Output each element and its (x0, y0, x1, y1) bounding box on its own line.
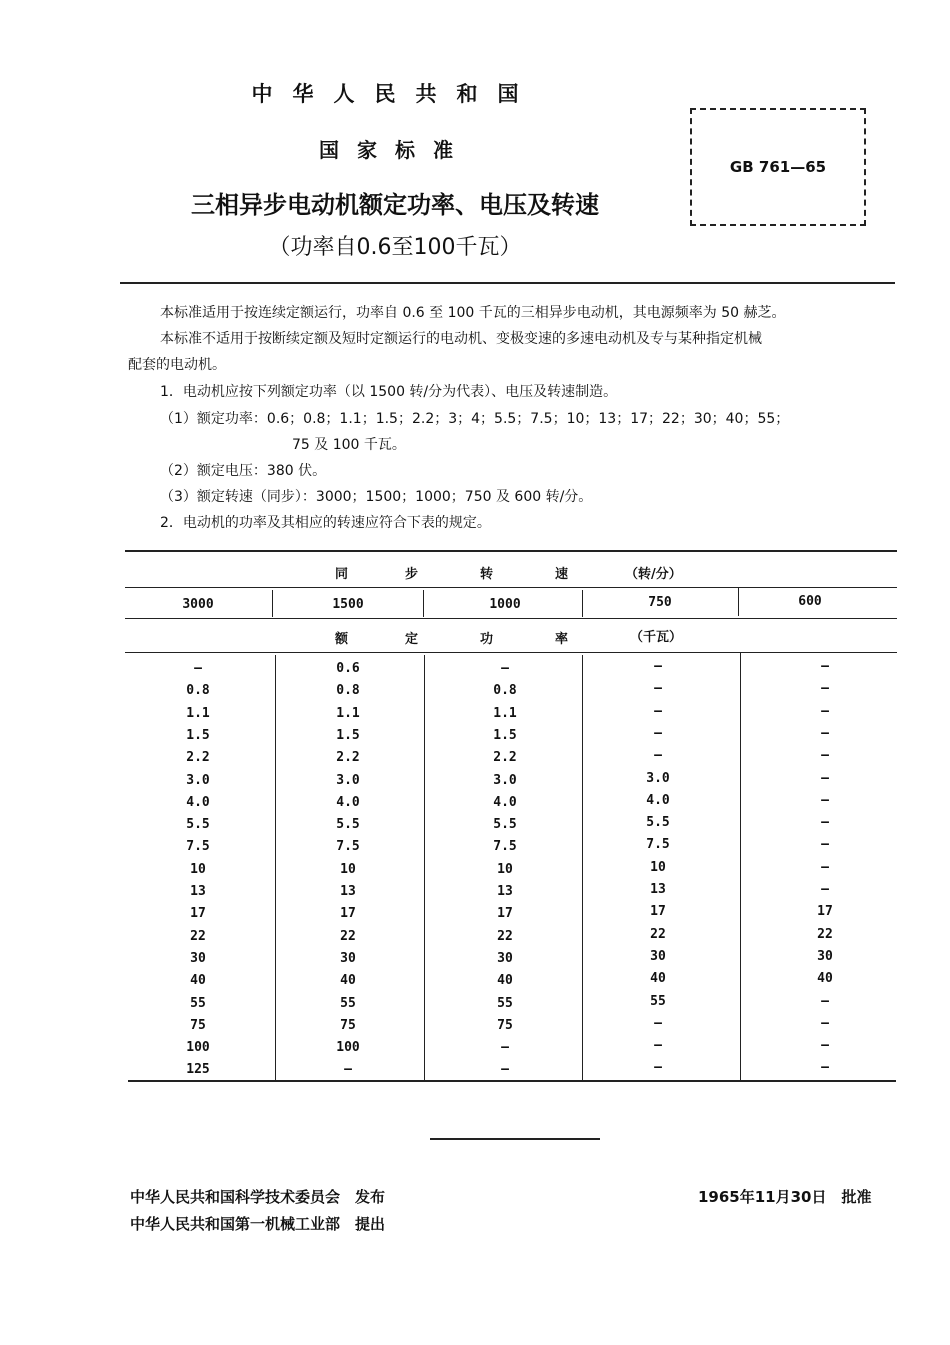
table-cell: 2.2 (186, 750, 210, 766)
table-cell: — (821, 792, 829, 808)
standard-code: GB 761—65 (729, 158, 827, 176)
table-cell: 30 (817, 948, 833, 964)
table-cell: 5.5 (646, 815, 670, 831)
table-cell: 1.5 (493, 727, 517, 743)
table-cell: 10 (190, 861, 206, 877)
table-cell: 22 (497, 928, 513, 944)
table-cell: 55 (497, 995, 513, 1011)
table-cell: 40 (340, 973, 356, 989)
table-cell: — (821, 882, 829, 897)
table-cell: 55 (650, 993, 666, 1009)
column-header-750: 750 (648, 595, 672, 610)
column-divider (738, 588, 739, 616)
power-header-char: 定 (405, 632, 419, 647)
table-cell: 17 (190, 906, 206, 922)
table-cell: 30 (650, 948, 666, 964)
table-cell: 5.5 (493, 817, 517, 833)
speed-header-char: 步 (405, 567, 419, 582)
table-cell: 3.0 (646, 770, 670, 786)
column-divider (740, 653, 741, 1082)
country-name: 中华人民共和国 (251, 82, 539, 106)
table-cell: — (821, 703, 829, 719)
table-cell: — (194, 661, 202, 676)
table-cell: — (654, 703, 662, 719)
exclusion-paragraph-line1: 本标准不适用于按断续定额及短时定额运行的电动机、变极变速的多速电动机及专与某种指定机械 (160, 331, 762, 347)
table-cell: — (821, 859, 829, 875)
table-bottom-rule (128, 1080, 896, 1082)
power-header-char: 功 (480, 632, 494, 647)
clause-2: 2．电动机的功率及其相应的转速应符合下表的规定。 (160, 515, 491, 531)
table-cell: 75 (190, 1017, 206, 1033)
column-divider (582, 590, 583, 617)
table-cell: — (501, 661, 509, 676)
table-cell: 40 (497, 973, 513, 989)
table-cell: 3.0 (336, 772, 360, 788)
table-cell: 1.5 (186, 727, 210, 743)
column-header-600: 600 (798, 594, 822, 609)
table-cell: 0.8 (493, 683, 517, 699)
table-cell: 4.0 (493, 794, 517, 810)
table-cell: 22 (340, 928, 356, 944)
table-top-rule (125, 550, 897, 552)
table-cell: — (821, 837, 829, 853)
power-header-unit: （千瓦） (630, 630, 683, 645)
table-cell: 30 (340, 950, 356, 966)
column-header-3000: 3000 (182, 597, 214, 612)
speed-header-unit: （转/分） (625, 567, 682, 582)
speed-header-char: 速 (555, 567, 569, 582)
table-cell: 3.0 (493, 772, 517, 788)
document-title: 三相异步电动机额定功率、电压及转速 (191, 191, 599, 219)
clause-1-3: （3）额定转速（同步）：3000；1500；1000；750 及 600 转/分。 (160, 489, 593, 505)
column-divider (423, 590, 424, 617)
table-cell: 2.2 (493, 750, 517, 766)
publisher-line: 中华人民共和国科学技术委员会 发布 (130, 1188, 386, 1206)
proposer-line: 中华人民共和国第一机械工业部 提出 (130, 1215, 386, 1233)
table-cell: 75 (497, 1017, 513, 1033)
approval-date: 1965年11月30日 批准 (698, 1188, 872, 1206)
table-cell: 17 (817, 904, 833, 920)
table-cell: 17 (497, 906, 513, 922)
power-header-char: 额 (335, 632, 349, 647)
table-cell: 30 (190, 950, 206, 966)
table-cell: — (654, 1015, 662, 1031)
table-cell: 100 (336, 1040, 360, 1056)
clause-1: 1．电动机应按下列额定功率（以 1500 转/分为代表）、电压及转速制造。 (160, 384, 618, 400)
table-cell: 22 (650, 926, 666, 942)
table-cell: — (821, 815, 829, 831)
table-cell: 40 (190, 973, 206, 989)
table-cell: 40 (817, 971, 833, 987)
column-divider (582, 655, 583, 1082)
power-header-rule (125, 652, 897, 653)
column-divider (275, 655, 276, 1082)
exclusion-paragraph-line2: 配套的电动机。 (128, 357, 226, 373)
column-header-1000: 1000 (489, 597, 521, 612)
separator-line (430, 1138, 600, 1140)
table-cell: 7.5 (186, 839, 210, 855)
table-cell: 1.5 (336, 727, 360, 743)
standard-label: 国家标准 (319, 138, 471, 162)
clause-1-2: （2）额定电压：380 伏。 (160, 463, 327, 479)
table-cell: 2.2 (336, 750, 360, 766)
table-cell: — (654, 1038, 662, 1054)
table-cell: 1.1 (186, 705, 210, 721)
table-cell: — (501, 1040, 509, 1056)
table-cell: 7.5 (493, 839, 517, 855)
table-cell: 13 (190, 884, 206, 899)
table-cell: — (344, 1062, 352, 1078)
table-cell: — (654, 659, 662, 674)
table-cell: 10 (497, 861, 513, 877)
table-cell: 100 (186, 1040, 210, 1056)
table-cell: 4.0 (336, 794, 360, 810)
power-header-char: 率 (555, 632, 569, 647)
clause-1-1-line2: 75 及 100 千瓦。 (292, 437, 406, 453)
table-cell: 1.1 (336, 705, 360, 721)
table-cell: — (821, 770, 829, 786)
table-cell: 0.8 (186, 683, 210, 699)
table-cell: 3.0 (186, 772, 210, 788)
table-cell: — (821, 1038, 829, 1054)
table-cell: 30 (497, 950, 513, 966)
table-cell: 40 (650, 971, 666, 987)
table-cell: 7.5 (646, 837, 670, 853)
speed-header-rule (125, 587, 897, 588)
table-cell: 4.0 (186, 794, 210, 810)
table-cell: 1.1 (493, 705, 517, 721)
table-cell: — (821, 659, 829, 674)
table-cell: 13 (650, 882, 666, 897)
speed-header-char: 同 (335, 567, 349, 582)
table-cell: 4.0 (646, 792, 670, 808)
table-cell: — (821, 1060, 829, 1076)
table-cell: — (654, 748, 662, 764)
table-cell: — (654, 681, 662, 697)
table-cell: 75 (340, 1017, 356, 1033)
table-cell: 13 (340, 884, 356, 899)
table-cell: — (821, 993, 829, 1009)
table-cell: 0.6 (336, 661, 360, 676)
clause-1-1-line1: （1）额定功率：0.6；0.8；1.1；1.5；2.2；3；4；5.5；7.5；10；13；17；22；30；40；55； (160, 411, 790, 427)
table-cell: 5.5 (186, 817, 210, 833)
column-divider (272, 590, 273, 617)
table-cell: 17 (340, 906, 356, 922)
table-cell: 17 (650, 904, 666, 920)
speed-header-char: 转 (480, 567, 494, 582)
table-cell: — (654, 725, 662, 741)
table-cell: — (821, 748, 829, 764)
table-cell: 10 (340, 861, 356, 877)
column-header-rule (125, 618, 897, 619)
table-cell: — (501, 1062, 509, 1078)
table-cell: 125 (186, 1062, 210, 1078)
table-cell: 7.5 (336, 839, 360, 855)
document-subtitle: （功率自0.6至100千瓦） (268, 235, 522, 260)
table-cell: 5.5 (336, 817, 360, 833)
column-divider (424, 655, 425, 1082)
table-cell: 22 (190, 928, 206, 944)
table-cell: 0.8 (336, 683, 360, 699)
column-header-1500: 1500 (332, 597, 364, 612)
table-cell: — (821, 725, 829, 741)
table-cell: 10 (650, 859, 666, 875)
table-cell: — (821, 681, 829, 697)
table-cell: 55 (190, 995, 206, 1011)
table-cell: 55 (340, 995, 356, 1011)
table-cell: — (654, 1060, 662, 1076)
table-cell: 22 (817, 926, 833, 942)
scope-paragraph: 本标准适用于按连续定额运行，功率自 0.6 至 100 千瓦的三相异步电动机，其电源频率为 50 赫芝。 (160, 305, 786, 321)
table-cell: 13 (497, 884, 513, 899)
table-cell: — (821, 1015, 829, 1031)
